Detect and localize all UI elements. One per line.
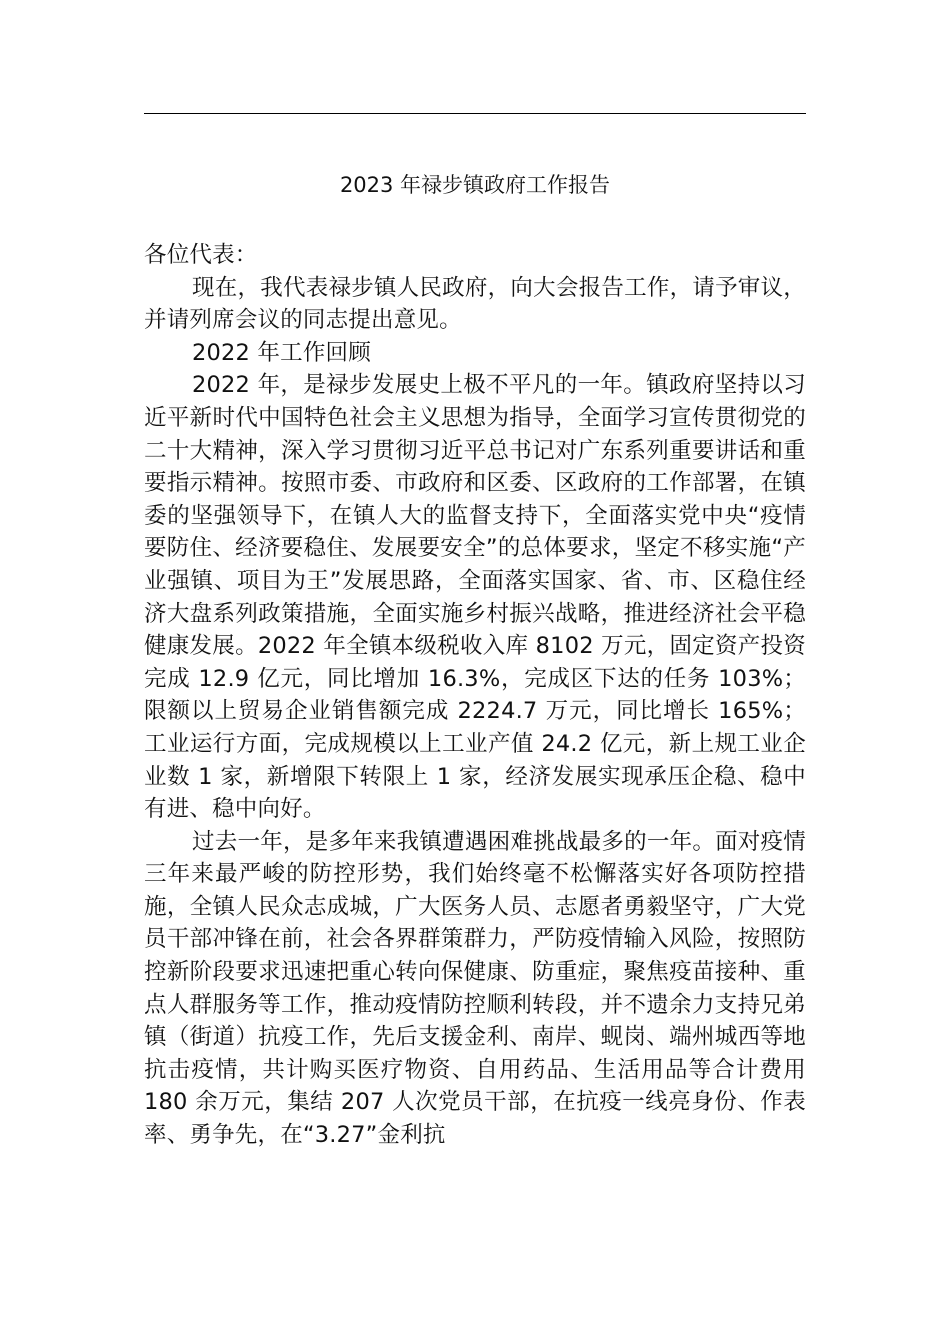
- page-title: 2023 年禄步镇政府工作报告: [339, 173, 611, 197]
- review-paragraph: 2022 年，是禄步发展史上极不平凡的一年。镇政府坚持以习近平新时代中国特色社会主义思想为指导，全面学习宣传贯彻党的二十大精神，深入学习贯彻习近平总书记对广东系列重要讲话和重要指示精神。按照市委、市政府和区委、区政府的工作部署，在镇委的坚强领导下，在镇人大的监督支持下，全面落实党中央“疫情要防住、经济要稳住、发展要安全”的总体要求，坚定不移实施“产业强镇、项目为王”发展思路，全面落实国家、省、市、区稳住经济大盘系列政策措施，全面实施乡村振兴战略，推进经济社会平稳健康发展。2022 年全镇本级税收入库 8102 万元，固定资产投资完成 12.9 亿元，同比增加 16.3%，完成区下达的任务 103%；限额以上贸易企业销售额完成 2224.7 万元，同比增长 165%；工业运行方面，完成规模以上工业产值 24.2 亿元，新上规工业企业数 1 家，新增限下转限上 1 家，经济发展实现承压企稳、稳中有进、稳中向好。: [144, 372, 806, 823]
- header-rule: [144, 113, 806, 114]
- report-body: [144, 239, 806, 1152]
- salutation: 各位代表：: [144, 242, 258, 268]
- section-heading: 2022 年工作回顾: [192, 339, 371, 366]
- opening-paragraph: 现在，我代表禄步镇人民政府，向大会报告工作，请予审议，并请列席会议的同志提出意见。: [144, 274, 806, 334]
- epidemic-paragraph: 过去一年，是多年来我镇遭遇困难挑战最多的一年。面对疫情三年来最严峻的防控形势，我们始终毫不松懈落实好各项防控措施，全镇人民众志成城，广大医务人员、志愿者勇毅坚守，广大党员干部冲锋在前，社会各界群策群力，严防疫情输入风险，按照防控新阶段要求迅速把重心转向保健康、防重症，聚焦疫苗接种、重点人群服务等工作，推动疫情防控顺利转段，并不遗余力支持兄弟镇（街道）抗疫工作，先后支援金利、南岸、蚬岗、端州城西等地抗击疫情，共计购买医疗物资、自用药品、生活用品等合计费用 180 余万元，集结 207 人次党员干部，在抗疫一线亮身份、作表率、勇争先，在“3.27”金利抗: [144, 828, 806, 1149]
